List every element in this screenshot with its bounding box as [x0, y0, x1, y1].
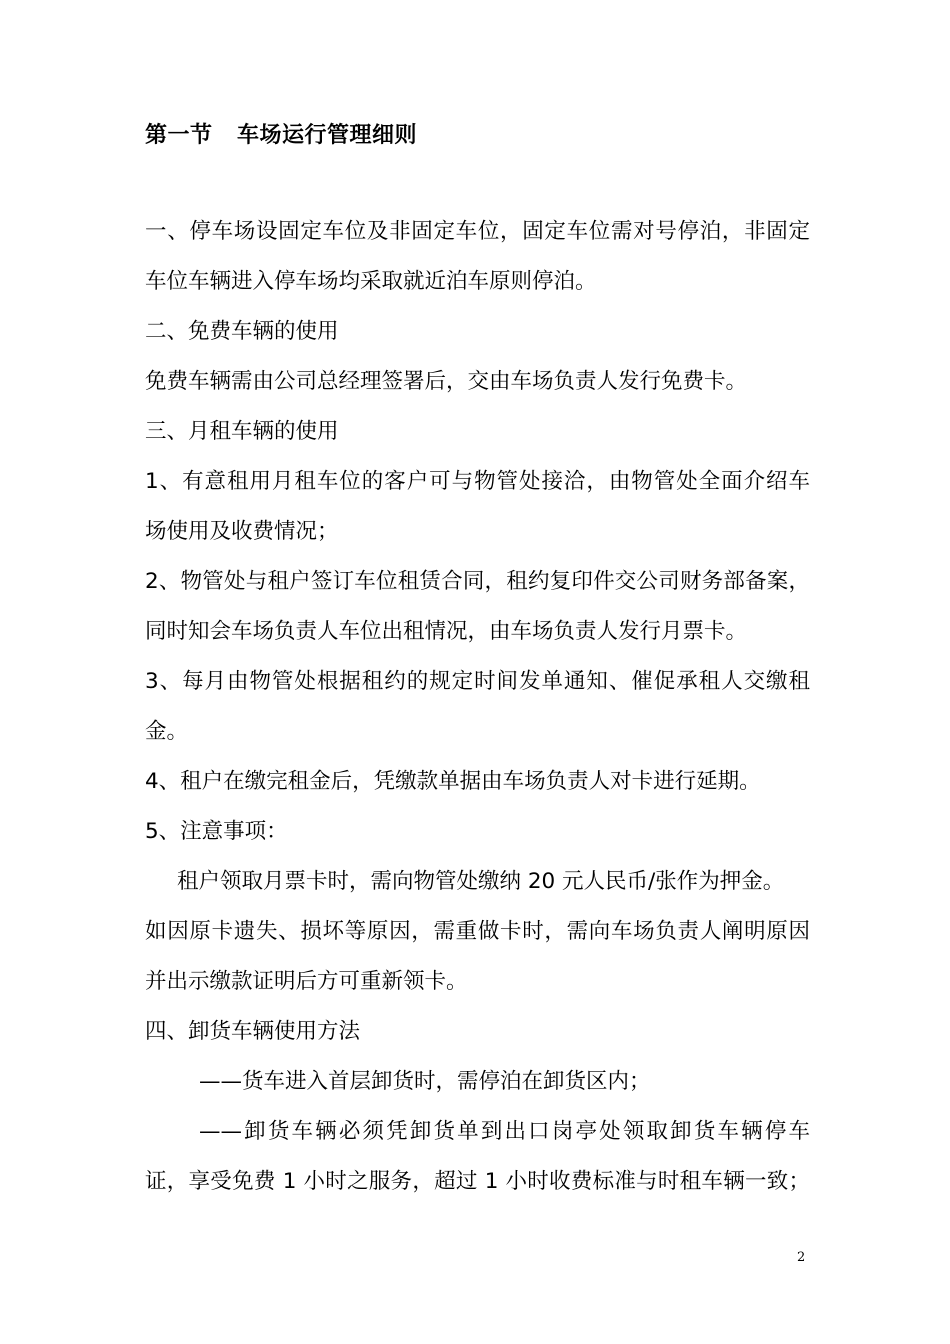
paragraph-line: 车位车辆进入停车场均采取就近泊车原则停泊。: [145, 269, 597, 294]
paragraph-line: 3、每月由物管处根据租约的规定时间发单通知、催促承租人交缴租: [145, 669, 810, 694]
heading-line: 三、月租车辆的使用: [145, 419, 339, 444]
paragraph-line: 租户领取月票卡时，需向物管处缴纳 20 元人民币/张作为押金。: [177, 869, 785, 894]
paragraph-line: 金。: [145, 719, 189, 744]
paragraph-line: ——货车进入首层卸货时，需停泊在卸货区内；: [199, 1069, 651, 1094]
paragraph-line: 免费车辆需由公司总经理签署后，交由车场负责人发行免费卡。: [145, 369, 748, 394]
paragraph-line: 5、注意事项：: [145, 819, 288, 844]
heading-line: 四、卸货车辆使用方法: [145, 1019, 361, 1044]
section-title: 第一节 车场运行管理细则: [145, 123, 417, 148]
paragraph-line: 并出示缴款证明后方可重新领卡。: [145, 969, 468, 994]
paragraph-line: 一、停车场设固定车位及非固定车位，固定车位需对号停泊，非固定: [145, 219, 810, 244]
paragraph-line: 1、有意租用月租车位的客户可与物管处接洽，由物管处全面介绍车: [145, 469, 810, 494]
page-number: 2: [797, 1250, 806, 1265]
paragraph-line: 证，享受免费 1 小时之服务，超过 1 小时收费标准与时租车辆一致；: [145, 1169, 810, 1194]
paragraph-line: 场使用及收费情况；: [145, 519, 339, 544]
paragraph-line: 同时知会车场负责人车位出租情况，由车场负责人发行月票卡。: [145, 619, 748, 644]
paragraph-line: 4、租户在缴完租金后，凭缴款单据由车场负责人对卡进行延期。: [145, 769, 761, 794]
paragraph-line: ——卸货车辆必须凭卸货单到出口岗亭处领取卸货车辆停车: [199, 1119, 810, 1144]
heading-line: 二、免费车辆的使用: [145, 319, 339, 344]
paragraph-line: 2、物管处与租户签订车位租赁合同，租约复印件交公司财务部备案，: [145, 569, 810, 594]
paragraph-line: 如因原卡遗失、损坏等原因，需重做卡时，需向车场负责人阐明原因: [145, 919, 810, 944]
